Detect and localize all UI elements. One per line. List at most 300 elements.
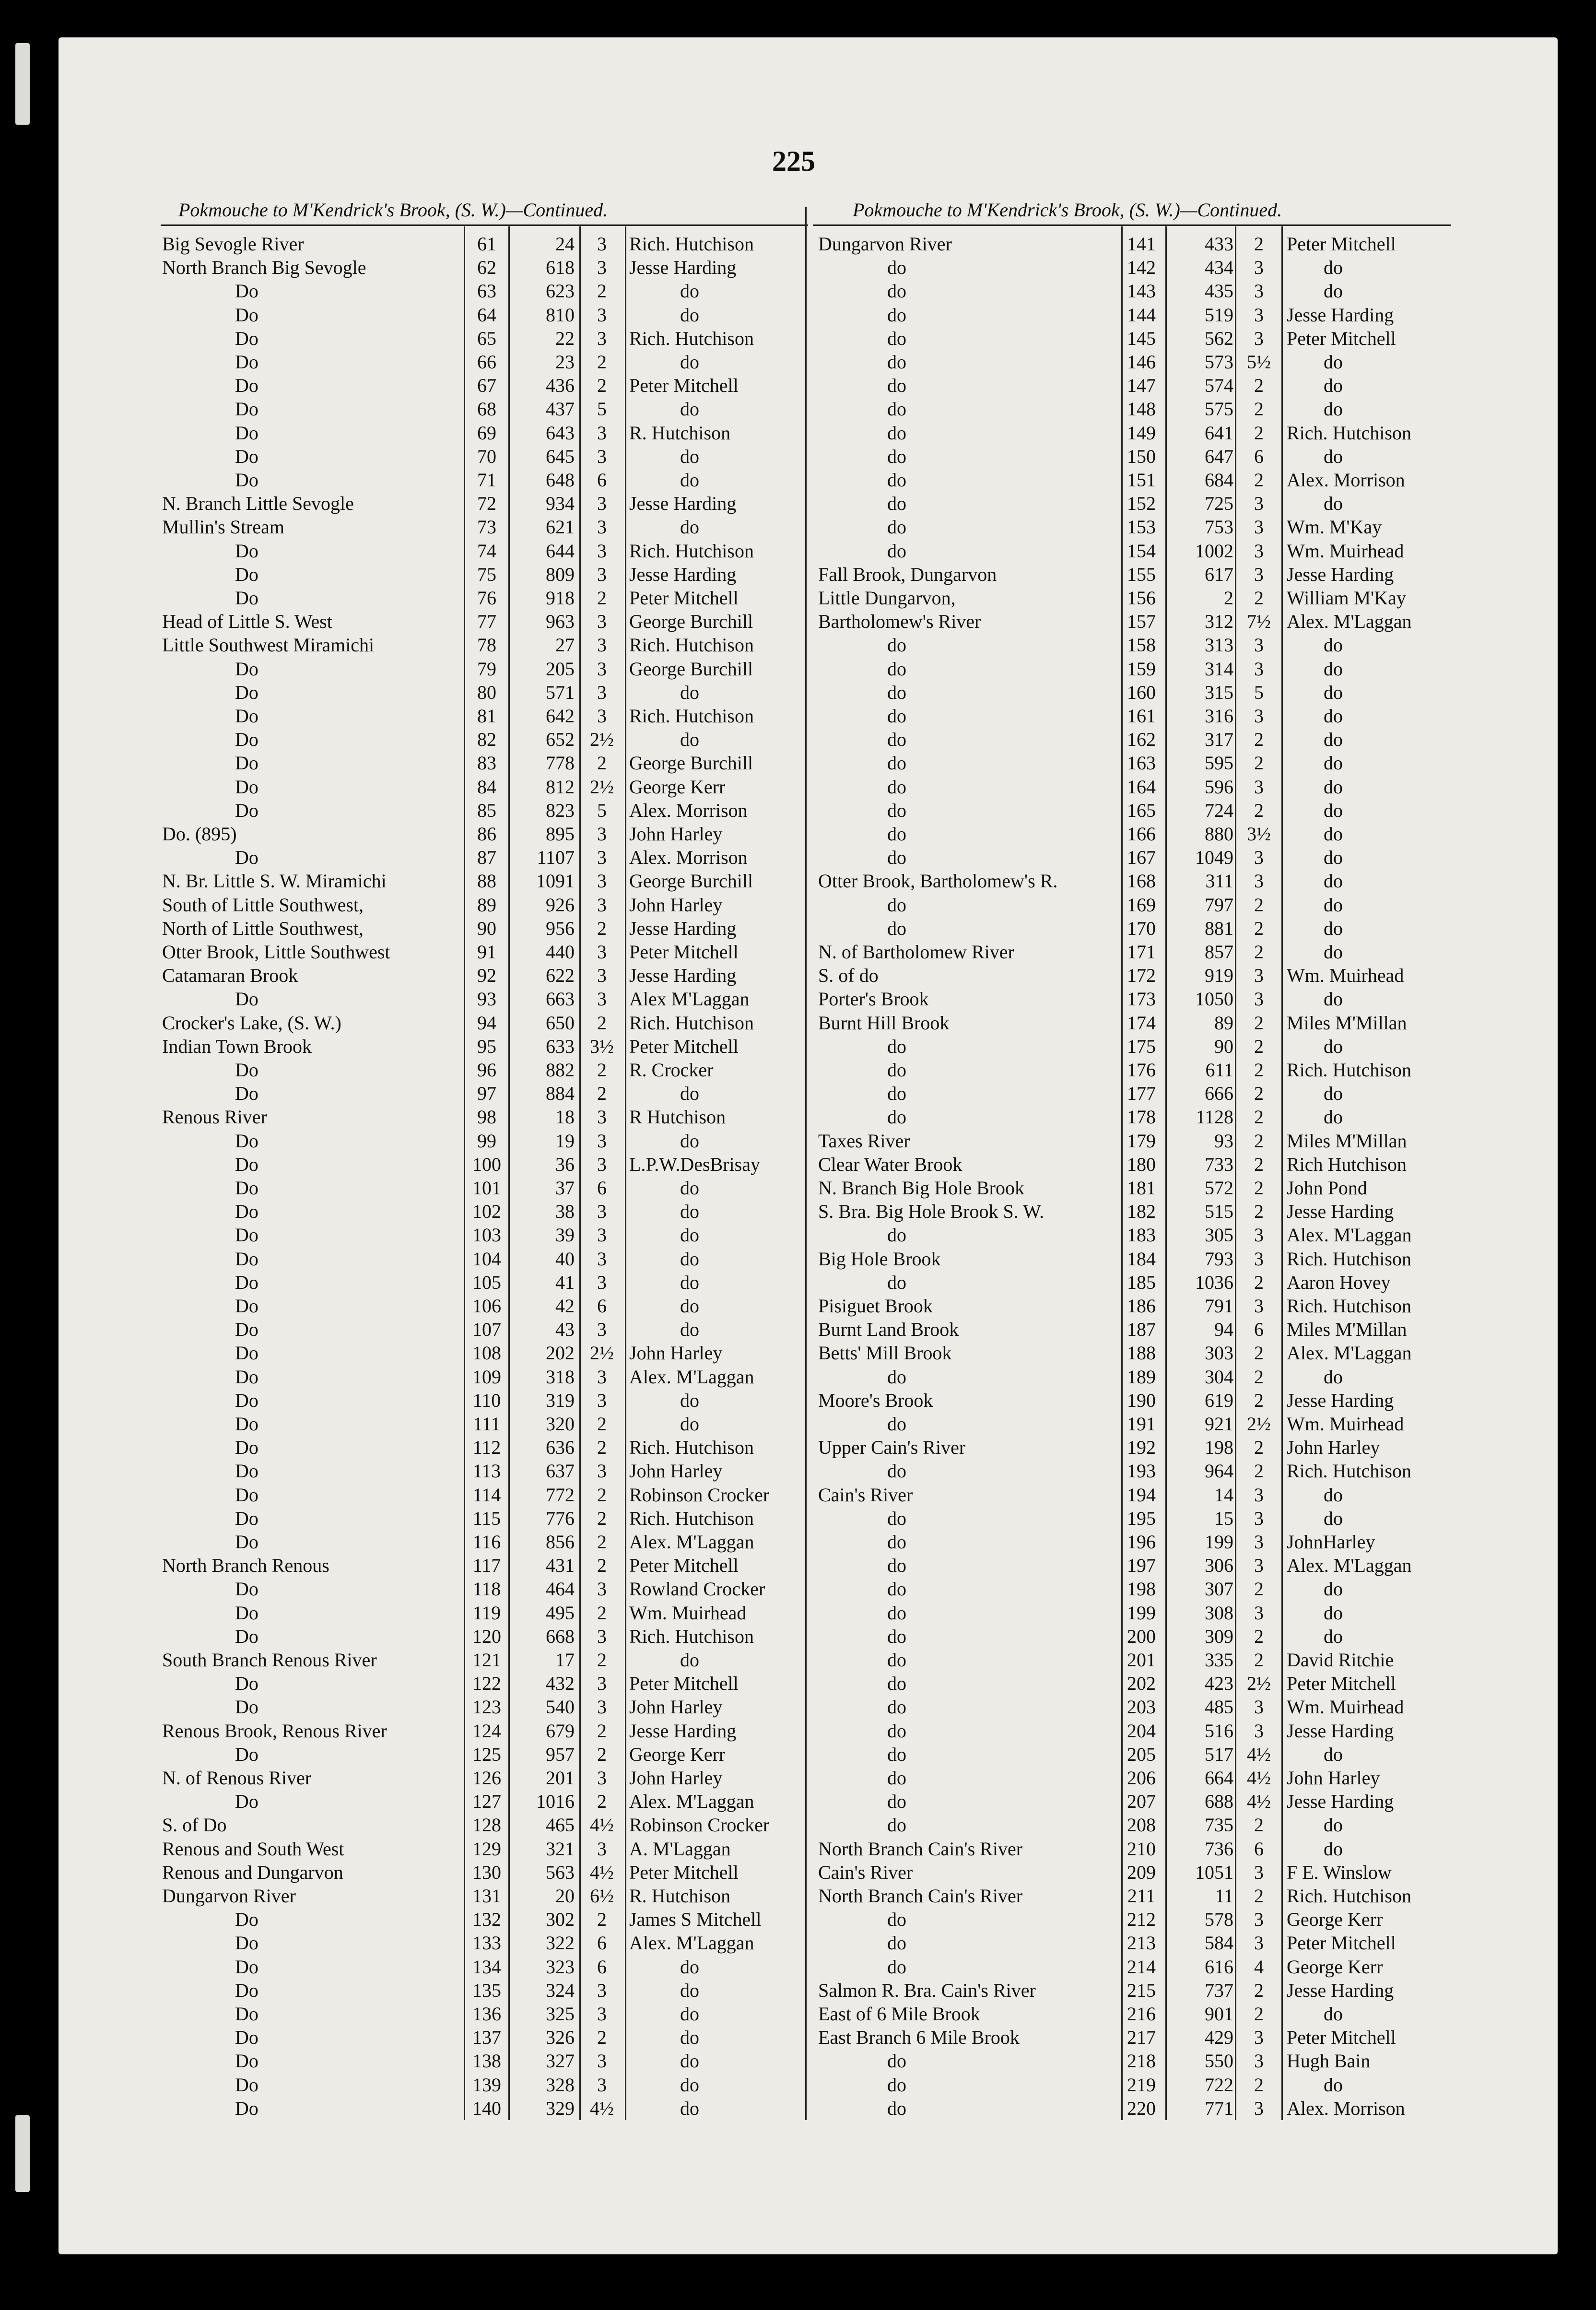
name-cell: Rich. Hutchison <box>1287 1059 1411 1081</box>
place-cell: do <box>887 493 906 515</box>
name-cell: A. M'Laggan <box>629 1838 731 1860</box>
name-cell: do <box>680 280 699 302</box>
lot-number-cell: 125 <box>472 1743 501 1765</box>
lot-number-cell: 94 <box>477 1012 496 1034</box>
acre-cell: 515 <box>1205 1201 1233 1223</box>
acre-cell: 652 <box>546 729 575 751</box>
rate-cell: 4 <box>1254 1956 1264 1978</box>
lot-number-cell: 145 <box>1127 327 1156 349</box>
place-cell: S. Bra. Big Hole Brook S. W. <box>818 1201 1044 1223</box>
acre-cell: 679 <box>546 1720 575 1742</box>
lot-number-cell: 188 <box>1127 1342 1156 1364</box>
name-cell: do <box>680 516 699 538</box>
right-table-row <box>0 327 1596 350</box>
rate-cell: 2½ <box>590 729 614 751</box>
right-table-row <box>0 987 1596 1011</box>
acre-cell: 19 <box>555 1130 575 1152</box>
acre-cell: 1128 <box>1196 1106 1233 1128</box>
rate-cell: 2 <box>1254 917 1264 939</box>
acre-cell: 328 <box>546 2074 575 2096</box>
lot-number-cell: 212 <box>1127 1909 1156 1931</box>
name-cell: do <box>1324 634 1343 656</box>
place-cell: Burnt Land Brook <box>818 1319 959 1341</box>
acre-cell: 89 <box>1214 1012 1233 1034</box>
lot-number-cell: 137 <box>472 2027 501 2049</box>
place-cell: Do <box>235 1673 258 1695</box>
acre-cell: 205 <box>546 658 575 680</box>
place-cell: N. Branch Big Hole Brook <box>818 1177 1024 1199</box>
rate-cell: 2 <box>1254 1106 1264 1128</box>
lot-number-cell: 130 <box>472 1861 501 1883</box>
rate-cell: 3 <box>597 658 607 680</box>
rate-cell: 7½ <box>1247 611 1271 633</box>
rate-cell: 2 <box>1254 1649 1264 1671</box>
acre-cell: 94 <box>1214 1319 1233 1341</box>
place-cell: do <box>887 1413 906 1435</box>
place-cell: Porter's Brook <box>818 988 929 1010</box>
lot-number-cell: 65 <box>477 327 496 349</box>
lot-number-cell: 179 <box>1127 1130 1156 1152</box>
acre-cell: 956 <box>546 917 575 939</box>
place-cell: N. Br. Little S. W. Miramichi <box>162 870 387 892</box>
rate-cell: 2 <box>1254 1366 1264 1388</box>
place-cell: Do <box>235 1059 258 1081</box>
name-cell: do <box>680 1319 699 1341</box>
rate-cell: 3 <box>597 1838 607 1860</box>
right-table-row <box>0 1412 1596 1436</box>
place-cell: Little Dungarvon, <box>818 587 956 609</box>
place-cell: Do <box>235 280 258 302</box>
lot-number-cell: 174 <box>1127 1012 1156 1034</box>
rate-cell: 3 <box>1254 776 1264 798</box>
rate-cell: 3 <box>597 1366 607 1388</box>
acre-cell: 313 <box>1205 634 1233 656</box>
acre-cell: 22 <box>555 327 575 349</box>
name-cell: do <box>1324 351 1343 373</box>
acre-cell: 616 <box>1205 1956 1233 1978</box>
lot-number-cell: 157 <box>1127 611 1156 633</box>
name-cell: Jesse Harding <box>1287 1720 1394 1742</box>
place-cell: do <box>887 2050 906 2072</box>
acre-cell: 202 <box>546 1342 575 1364</box>
lot-number-cell: 98 <box>477 1106 496 1128</box>
place-cell: Do <box>235 752 258 774</box>
name-cell: JohnHarley <box>1287 1531 1375 1553</box>
rate-cell: 2 <box>1254 1083 1264 1105</box>
lot-number-cell: 164 <box>1127 776 1156 798</box>
rate-cell: 3 <box>597 233 607 255</box>
acre-cell: 36 <box>555 1153 575 1175</box>
place-cell: Cain's River <box>818 1484 913 1506</box>
lot-number-cell: 75 <box>477 563 496 585</box>
rate-cell: 3 <box>597 1696 607 1718</box>
place-cell: do <box>887 1649 906 1671</box>
rate-cell: 2 <box>597 1507 607 1529</box>
name-cell: do <box>680 1956 699 1978</box>
acre-cell: 619 <box>1205 1389 1233 1411</box>
left-header-rule <box>161 224 808 226</box>
right-table-row <box>0 1648 1596 1672</box>
rate-cell: 3 <box>1254 1531 1264 1553</box>
place-cell: Do <box>235 1696 258 1718</box>
place-cell: do <box>887 1106 906 1128</box>
place-cell: do <box>887 1720 906 1742</box>
right-table-row <box>0 1908 1596 1931</box>
lot-number-cell: 182 <box>1127 1201 1156 1223</box>
lot-number-cell: 121 <box>472 1649 501 1671</box>
lot-number-cell: 175 <box>1127 1035 1156 1057</box>
rate-cell: 2 <box>597 1437 607 1459</box>
place-cell: Do <box>235 398 258 420</box>
right-table-row <box>0 1176 1596 1200</box>
place-cell: Do <box>235 1578 258 1600</box>
rate-cell: 6 <box>597 469 607 491</box>
name-cell: Rich. Hutchison <box>629 1625 754 1647</box>
name-cell: do <box>1324 894 1343 916</box>
acre-cell: 572 <box>1205 1177 1233 1199</box>
name-cell: R. Hutchison <box>629 422 731 444</box>
acre-cell: 15 <box>1214 1507 1233 1529</box>
rate-cell: 3 <box>1254 705 1264 727</box>
lot-number-cell: 162 <box>1127 729 1156 751</box>
acre-cell: 201 <box>546 1767 575 1789</box>
place-cell: do <box>887 375 906 397</box>
lot-number-cell: 150 <box>1127 445 1156 467</box>
rate-cell: 3 <box>597 965 607 987</box>
name-cell: James S Mitchell <box>629 1909 762 1931</box>
acre-cell: 793 <box>1205 1248 1233 1270</box>
acre-cell: 778 <box>546 752 575 774</box>
acre-cell: 1051 <box>1195 1861 1233 1883</box>
rate-cell: 3 <box>597 1106 607 1128</box>
rate-cell: 2 <box>1254 587 1264 609</box>
lot-number-cell: 198 <box>1127 1578 1156 1600</box>
name-cell: Jesse Harding <box>1287 1791 1394 1813</box>
name-cell: Rich. Hutchison <box>629 634 754 656</box>
name-cell: Rowland Crocker <box>629 1578 765 1600</box>
lot-number-cell: 122 <box>472 1673 501 1695</box>
rate-cell: 3 <box>597 681 607 703</box>
right-table-row <box>0 515 1596 539</box>
acre-cell: 737 <box>1205 1979 1233 2001</box>
lot-number-cell: 172 <box>1127 965 1156 987</box>
rate-cell: 2 <box>1254 1885 1264 1907</box>
lot-number-cell: 77 <box>477 611 496 633</box>
right-table-row <box>0 256 1596 279</box>
acre-cell: 618 <box>546 257 575 279</box>
acre-cell: 321 <box>546 1838 575 1860</box>
rate-cell: 3 <box>597 1625 607 1647</box>
right-table-row <box>0 728 1596 751</box>
lot-number-cell: 168 <box>1127 870 1156 892</box>
lot-number-cell: 86 <box>477 823 496 845</box>
acre-cell: 315 <box>1205 681 1233 703</box>
acre-cell: 776 <box>546 1507 575 1529</box>
right-header-rule <box>813 224 1451 226</box>
name-cell: do <box>680 1201 699 1223</box>
acre-cell: 791 <box>1205 1295 1233 1317</box>
rate-cell: 3 <box>1254 1720 1264 1742</box>
rate-cell: 2 <box>1254 2003 1264 2025</box>
rate-cell: 2 <box>1254 2074 1264 2096</box>
lot-number-cell: 139 <box>472 2074 501 2096</box>
acre-cell: 11 <box>1215 1885 1233 1907</box>
name-cell: Wm. Muirhead <box>1287 540 1404 562</box>
acre-cell: 485 <box>1205 1696 1233 1718</box>
place-cell: East Branch 6 Mile Brook <box>818 2027 1020 2049</box>
lot-number-cell: 151 <box>1127 469 1156 491</box>
right-table-row <box>0 1365 1596 1389</box>
right-table-row <box>0 917 1596 940</box>
rate-cell: 3½ <box>590 1035 614 1057</box>
lot-number-cell: 161 <box>1127 705 1156 727</box>
rate-cell: 3 <box>1254 540 1264 562</box>
name-cell: Wm. Muirhead <box>629 1602 747 1624</box>
lot-number-cell: 206 <box>1127 1767 1156 1789</box>
rate-cell: 5½ <box>1247 351 1271 373</box>
place-cell: do <box>887 705 906 727</box>
lot-number-cell: 87 <box>477 847 496 869</box>
name-cell: Peter Mitchell <box>1287 233 1396 255</box>
rate-cell: 2 <box>1254 422 1264 444</box>
right-table-row <box>0 1790 1596 1813</box>
lot-number-cell: 218 <box>1127 2050 1156 2072</box>
place-cell: East of 6 Mile Brook <box>818 2003 980 2025</box>
lot-number-cell: 147 <box>1127 375 1156 397</box>
right-table-row <box>0 303 1596 327</box>
lot-number-cell: 216 <box>1127 2003 1156 2025</box>
lot-number-cell: 84 <box>477 776 496 798</box>
rate-cell: 6 <box>597 1956 607 1978</box>
name-cell: do <box>680 1271 699 1293</box>
acre-cell: 574 <box>1205 375 1233 397</box>
rate-cell: 6 <box>597 1932 607 1954</box>
lot-number-cell: 64 <box>477 304 496 326</box>
name-cell: Peter Mitchell <box>629 1035 739 1057</box>
name-cell: Hugh Bain <box>1287 2050 1371 2072</box>
acre-cell: 623 <box>546 280 575 302</box>
name-cell: L.P.W.DesBrisay <box>629 1153 760 1175</box>
right-table-row <box>0 586 1596 610</box>
rate-cell: 2 <box>597 917 607 939</box>
lot-number-cell: 107 <box>472 1319 501 1341</box>
acre-cell: 797 <box>1205 894 1233 916</box>
lot-number-cell: 191 <box>1127 1413 1156 1435</box>
name-cell: John Harley <box>629 823 723 845</box>
lot-number-cell: 70 <box>477 445 496 467</box>
name-cell: do <box>1324 752 1343 774</box>
lot-number-cell: 166 <box>1127 823 1156 845</box>
place-cell: do <box>887 847 906 869</box>
acre-cell: 14 <box>1214 1484 1233 1506</box>
acre-cell: 772 <box>546 1484 575 1506</box>
lot-number-cell: 217 <box>1127 2027 1156 2049</box>
right-table-row <box>0 964 1596 987</box>
name-cell: R Hutchison <box>629 1106 726 1128</box>
acre-cell: 645 <box>546 445 575 467</box>
acre-cell: 302 <box>546 1909 575 1931</box>
name-cell: Wm. M'Kay <box>1287 516 1382 538</box>
binding-tab-top <box>15 43 30 125</box>
name-cell: do <box>1324 1743 1343 1765</box>
rate-cell: 3 <box>597 1271 607 1293</box>
lot-number-cell: 186 <box>1127 1295 1156 1317</box>
acre-cell: 39 <box>555 1224 575 1246</box>
right-table-row <box>0 2026 1596 2049</box>
place-cell: Do <box>235 1366 258 1388</box>
left-column-header: Pokmouche to M'Kendrick's Brook, (S. W.)—Continued. <box>178 199 608 221</box>
rate-cell: 3 <box>597 1319 607 1341</box>
right-table-row <box>0 1554 1596 1577</box>
acre-cell: 575 <box>1205 398 1233 420</box>
lot-number-cell: 189 <box>1127 1366 1156 1388</box>
right-table-row <box>0 468 1596 492</box>
acre-cell: 432 <box>546 1673 575 1695</box>
name-cell: Rich. Hutchison <box>1287 1460 1411 1482</box>
acre-cell: 663 <box>546 988 575 1010</box>
acre-cell: 27 <box>555 634 575 656</box>
acre-cell: 880 <box>1205 823 1233 845</box>
place-cell: Do <box>235 1177 258 1199</box>
place-cell: do <box>887 1673 906 1695</box>
place-cell: Otter Brook, Little Southwest <box>162 941 390 963</box>
rate-cell: 2 <box>597 752 607 774</box>
name-cell: do <box>1324 1838 1343 1860</box>
name-cell: John Harley <box>629 894 723 916</box>
right-table-row <box>0 1389 1596 1412</box>
rate-cell: 3 <box>597 493 607 515</box>
lot-number-cell: 85 <box>477 799 496 821</box>
place-cell: N. of Renous River <box>162 1767 312 1789</box>
lot-number-cell: 205 <box>1127 1743 1156 1765</box>
acre-cell: 516 <box>1205 1720 1233 1742</box>
acre-cell: 637 <box>546 1460 575 1482</box>
acre-cell: 495 <box>546 1602 575 1624</box>
lot-number-cell: 148 <box>1127 398 1156 420</box>
place-cell: Do <box>235 1271 258 1293</box>
lot-number-cell: 103 <box>472 1224 501 1246</box>
lot-number-cell: 159 <box>1127 658 1156 680</box>
place-cell: do <box>887 1625 906 1647</box>
name-cell: do <box>680 1389 699 1411</box>
right-table-row <box>0 1035 1596 1058</box>
right-table-row <box>0 1837 1596 1861</box>
lot-number-cell: 81 <box>477 705 496 727</box>
acre-cell: 919 <box>1205 965 1233 987</box>
place-cell: do <box>887 1083 906 1105</box>
rate-cell: 2 <box>1254 894 1264 916</box>
name-cell: do <box>1324 1578 1343 1600</box>
rate-cell: 2 <box>1254 1012 1264 1034</box>
acre-cell: 881 <box>1205 917 1233 939</box>
place-cell: Do <box>235 1153 258 1175</box>
name-cell: do <box>1324 493 1343 515</box>
place-cell: do <box>887 327 906 349</box>
name-cell: Jesse Harding <box>629 257 737 279</box>
place-cell: S. of do <box>818 965 879 987</box>
rate-cell: 2 <box>1254 941 1264 963</box>
lot-number-cell: 213 <box>1127 1932 1156 1954</box>
right-table-row <box>0 1318 1596 1341</box>
acre-cell: 23 <box>555 351 575 373</box>
lot-number-cell: 118 <box>472 1578 501 1600</box>
place-cell: North of Little Southwest, <box>162 917 364 939</box>
name-cell: do <box>680 304 699 326</box>
right-table-row <box>0 1223 1596 1247</box>
lot-number-cell: 95 <box>477 1035 496 1057</box>
right-table-row <box>0 1153 1596 1176</box>
place-cell: Renous Brook, Renous River <box>162 1720 387 1742</box>
rate-cell: 3 <box>1254 2050 1264 2072</box>
lot-number-cell: 79 <box>477 658 496 680</box>
rate-cell: 2 <box>597 351 607 373</box>
place-cell: do <box>887 1460 906 1482</box>
lot-number-cell: 78 <box>477 634 496 656</box>
acre-cell: 668 <box>546 1625 575 1647</box>
name-cell: Peter Mitchell <box>629 1555 739 1577</box>
rate-cell: 2 <box>597 375 607 397</box>
rate-cell: 3 <box>1254 563 1264 585</box>
name-cell: do <box>680 1649 699 1671</box>
acre-cell: 550 <box>1205 2050 1233 2072</box>
rate-cell: 2 <box>1254 1437 1264 1459</box>
lot-number-cell: 105 <box>472 1271 501 1293</box>
name-cell: Jesse Harding <box>1287 563 1394 585</box>
rate-cell: 3 <box>1254 2097 1264 2119</box>
acre-cell: 519 <box>1205 304 1233 326</box>
right-table-row <box>0 1507 1596 1530</box>
rate-cell: 3 <box>597 1460 607 1482</box>
acre-cell: 303 <box>1205 1342 1233 1364</box>
lot-number-cell: 115 <box>472 1507 501 1529</box>
acre-cell: 578 <box>1205 1909 1233 1931</box>
lot-number-cell: 160 <box>1127 681 1156 703</box>
rate-cell: 3 <box>597 941 607 963</box>
rate-cell: 2 <box>1254 1177 1264 1199</box>
acre-cell: 517 <box>1205 1743 1233 1765</box>
place-cell: Do <box>235 1342 258 1364</box>
name-cell: Jesse Harding <box>1287 1201 1394 1223</box>
name-cell: do <box>1324 1106 1343 1128</box>
rate-cell: 3 <box>597 257 607 279</box>
right-table-row <box>0 1082 1596 1105</box>
place-cell: Betts' Mill Brook <box>818 1342 952 1364</box>
place-cell: Do <box>235 1201 258 1223</box>
place-cell: Do <box>235 1956 258 1978</box>
name-cell: Rich. Hutchison <box>629 233 754 255</box>
name-cell: do <box>680 2003 699 2025</box>
place-cell: Otter Brook, Bartholomew's R. <box>818 870 1058 892</box>
lot-number-cell: 132 <box>472 1909 501 1931</box>
right-table-row <box>0 1766 1596 1790</box>
name-cell: Jesse Harding <box>629 563 737 585</box>
rate-cell: 3 <box>597 516 607 538</box>
place-cell: do <box>887 1578 906 1600</box>
place-cell: do <box>887 1956 906 1978</box>
right-table-row <box>0 1743 1596 1766</box>
rate-cell: 2 <box>1254 1979 1264 2001</box>
name-cell: William M'Kay <box>1287 587 1406 609</box>
acre-cell: 810 <box>546 304 575 326</box>
place-cell: do <box>887 681 906 703</box>
name-cell: Alex. Morrison <box>1287 469 1405 491</box>
acre-cell: 38 <box>555 1201 575 1223</box>
place-cell: Do <box>235 1083 258 1105</box>
place-cell: North Branch Big Sevogle <box>162 257 366 279</box>
lot-number-cell: 171 <box>1127 941 1156 963</box>
acre-cell: 666 <box>1205 1083 1233 1105</box>
lot-number-cell: 167 <box>1127 847 1156 869</box>
